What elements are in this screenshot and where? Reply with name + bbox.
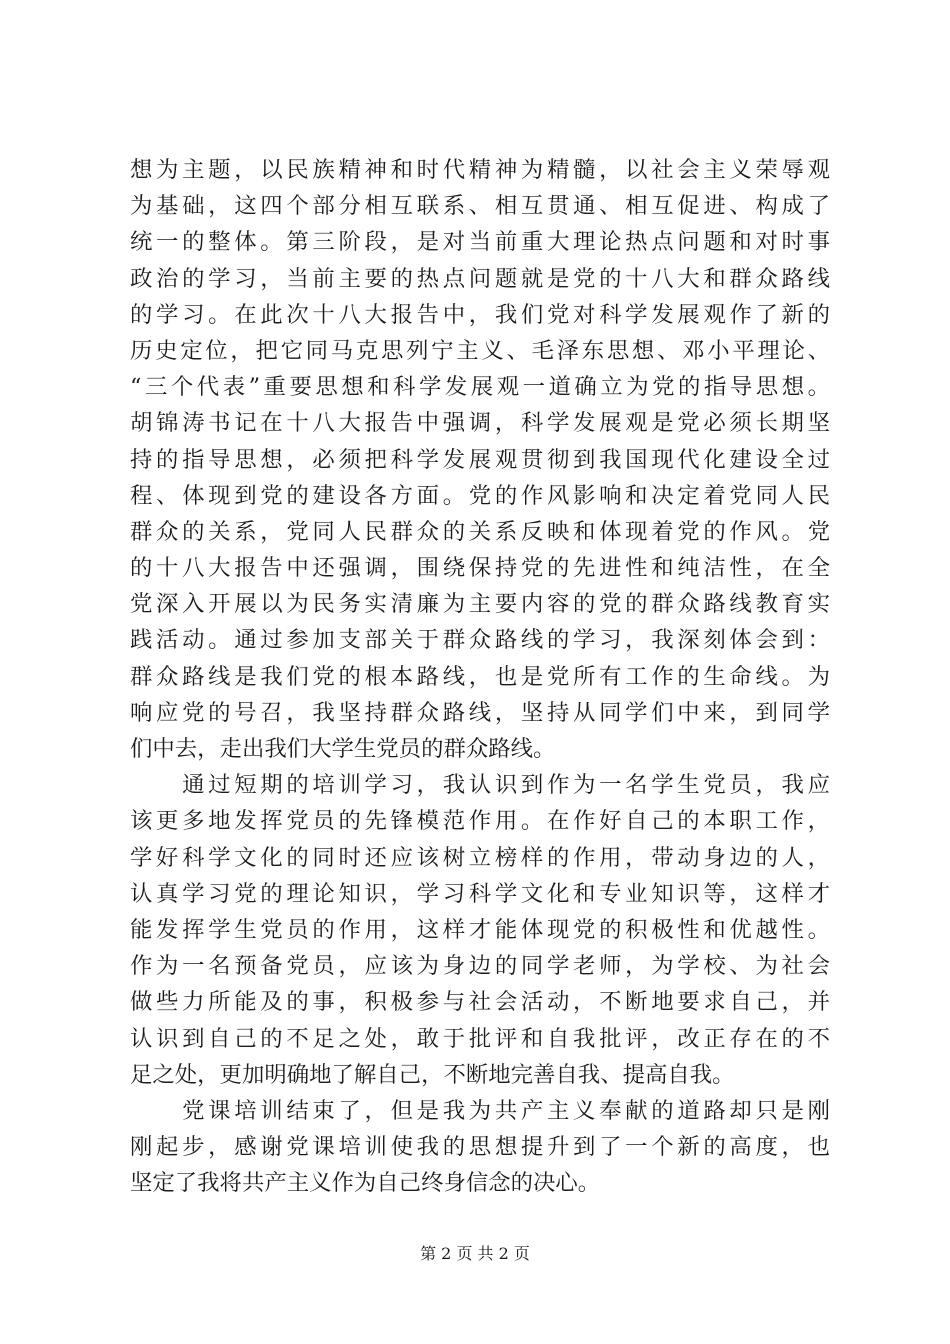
text-line: 该更多地发挥党员的先锋模范作用。在作好自己的本职工作， xyxy=(130,808,830,835)
text-line: 统一的整体。第三阶段，是对当前重大理论热点问题和对时事 xyxy=(130,229,830,256)
text-line: 践活动。通过参加支部关于群众路线的学习，我深刻体会到： xyxy=(130,627,830,654)
text-line: 想为主题，以民族精神和时代精神为精髓，以社会主义荣辱观 xyxy=(130,157,830,183)
text-line: 胡锦涛书记在十八大报告中强调，科学发展观是党必须长期坚 xyxy=(130,410,830,437)
text-line: 为基础，这四个部分相互联系、相互贯通、相互促进、构成了 xyxy=(130,193,830,220)
text-line: 党深入开展以为民务实清廉为主要内容的党的群众路线教育实 xyxy=(130,591,830,618)
text-line: 做些力所能及的事，积极参与社会活动，不断地要求自己，并 xyxy=(130,989,830,1016)
text-line: 足之处，更加明确地了解自己，不断地完善自我、提高自我。 xyxy=(130,1061,735,1088)
text-line: 作为一名预备党员，应该为身边的同学老师，为学校、为社会 xyxy=(130,953,830,980)
text-line: 的学习。在此次十八大报告中，我们党对科学发展观作了新的 xyxy=(130,301,830,328)
text-line: 通过短期的培训学习，我认识到作为一名学生党员，我应 xyxy=(130,772,830,799)
text-line: 认识到自己的不足之处，敢于批评和自我批评，改正存在的不 xyxy=(130,1025,830,1052)
text-line: 党课培训结束了，但是我为共产主义奉献的道路却只是刚 xyxy=(130,1097,830,1124)
text-line: 们中去，走出我们大学生党员的群众路线。 xyxy=(130,736,556,762)
text-line: 程、体现到党的建设各方面。党的作风影响和决定着党同人民 xyxy=(130,482,830,509)
text-line: 刚起步，感谢党课培训使我的思想提升到了一个新的高度，也 xyxy=(130,1134,830,1161)
text-line: 能发挥学生党员的作用，这样才能体现党的积极性和优越性。 xyxy=(130,916,830,943)
text-line: 持的指导思想，必须把科学发展观贯彻到我国现代化建设全过 xyxy=(130,446,830,473)
text-line: 学好科学文化的同时还应该树立榜样的作用，带动身边的人， xyxy=(130,844,830,871)
text-line: 历史定位，把它同马克思列宁主义、毛泽东思想、邓小平理论、 xyxy=(130,337,830,364)
text-line: 认真学习党的理论知识，学习科学文化和专业知识等，这样才 xyxy=(130,880,830,907)
page-footer: 第 2 页 共 2 页 xyxy=(420,1244,530,1263)
text-line: 群众路线是我们党的根本路线，也是党所有工作的生命线。为 xyxy=(130,663,830,690)
text-line: 群众的关系，党同人民群众的关系反映和体现着党的作风。党 xyxy=(130,518,830,545)
text-line: “三个代表”重要思想和科学发展观一道确立为党的指导思想。 xyxy=(130,374,830,401)
text-line: 的十八大报告中还强调，围绕保持党的先进性和纯洁性，在全 xyxy=(130,555,830,582)
body-text xyxy=(130,152,830,1201)
text-line: 政治的学习，当前主要的热点问题就是党的十八大和群众路线 xyxy=(130,265,830,292)
text-line: 响应党的号召，我坚持群众路线，坚持从同学们中来，到同学 xyxy=(130,699,830,726)
text-line: 坚定了我将共产主义作为自己终身信念的决心。 xyxy=(130,1170,601,1197)
